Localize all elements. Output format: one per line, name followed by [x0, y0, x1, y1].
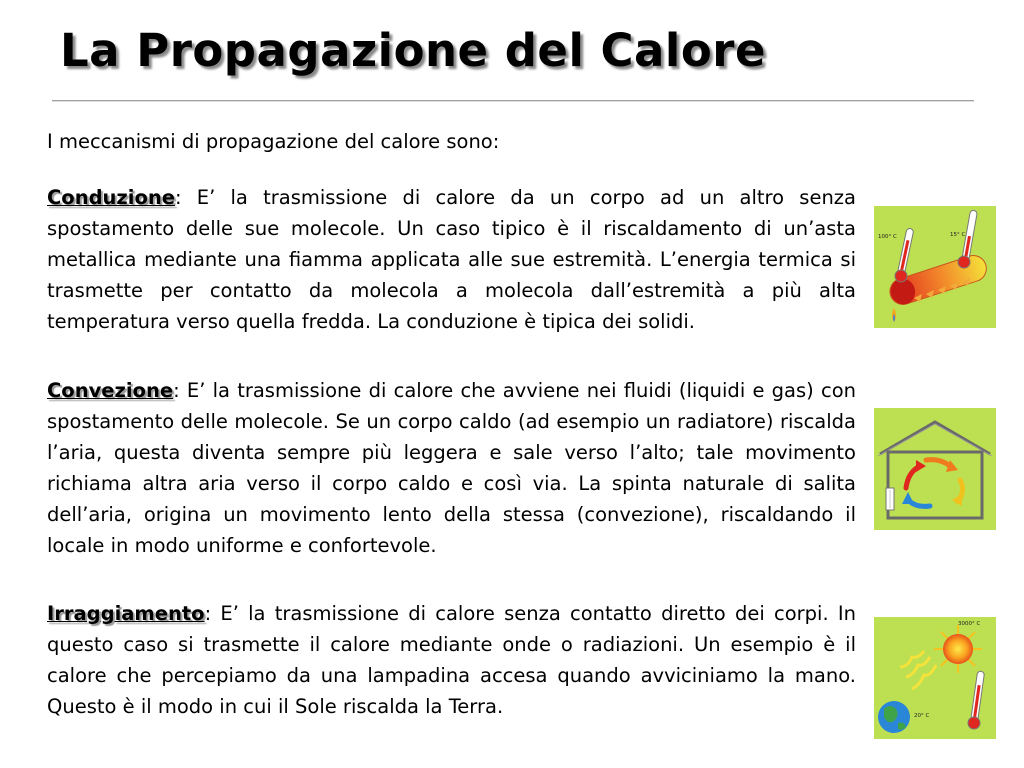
hot-temperature-label: 100° C [878, 234, 897, 240]
cold-temperature-label: 15° C [950, 232, 966, 238]
convection-term: Convezione [47, 379, 174, 402]
convection-paragraph [47, 375, 856, 561]
intro-text: I meccanismi di propagazione del calore sono: [47, 130, 500, 153]
conduction-term: Conduzione [47, 186, 175, 209]
convection-description: : E’ la trasmissione di calore che avviene nei fluidi (liquidi e gas) con spostamento delle molecole. Se un corpo caldo (ad esempio un radiatore) riscalda l’aria, questa diventa sempre più leggera e sale verso l’alto; tale movimento richiama altra aria verso il corpo caldo e così via. La spinta naturale di salita dell’aria, origina un movimento lento della stessa (convezione), riscaldando il locale in modo uniforme e confortevole. [47, 379, 856, 557]
radiation-paragraph [47, 598, 856, 722]
title-divider [52, 100, 974, 102]
convection-illustration [874, 408, 996, 530]
radiation-description: : E’ la trasmissione di calore senza contatto diretto dei corpi. In questo caso si trasmette il calore mediante onde o radiazioni. Un esempio è il calore che percepiamo da una lampadina accesa quando avviciniamo la mano. Questo è il modo in cui il Sole riscalda la Terra. [47, 602, 856, 718]
radiation-term: Irraggiamento [47, 602, 205, 625]
conduction-description: : E’ la trasmissione di calore da un corpo ad un altro senza spostamento delle sue molecole. Un caso tipico è il riscaldamento di un’asta metallica mediante una fiamma applicata alle sue estremità. L’energia termica si trasmette per contatto da molecola a molecola dall’estremità a più alta temperatura verso quella fredda. La conduzione è tipica dei solidi. [47, 186, 856, 333]
slide-title: La Propagazione del Calore [60, 24, 766, 77]
conduction-illustration [874, 206, 996, 328]
radiation-illustration [874, 617, 996, 739]
sun-temperature-label: 3000° C [958, 621, 981, 627]
conduction-paragraph [47, 182, 856, 337]
earth-temperature-label: 20° C [914, 713, 930, 719]
